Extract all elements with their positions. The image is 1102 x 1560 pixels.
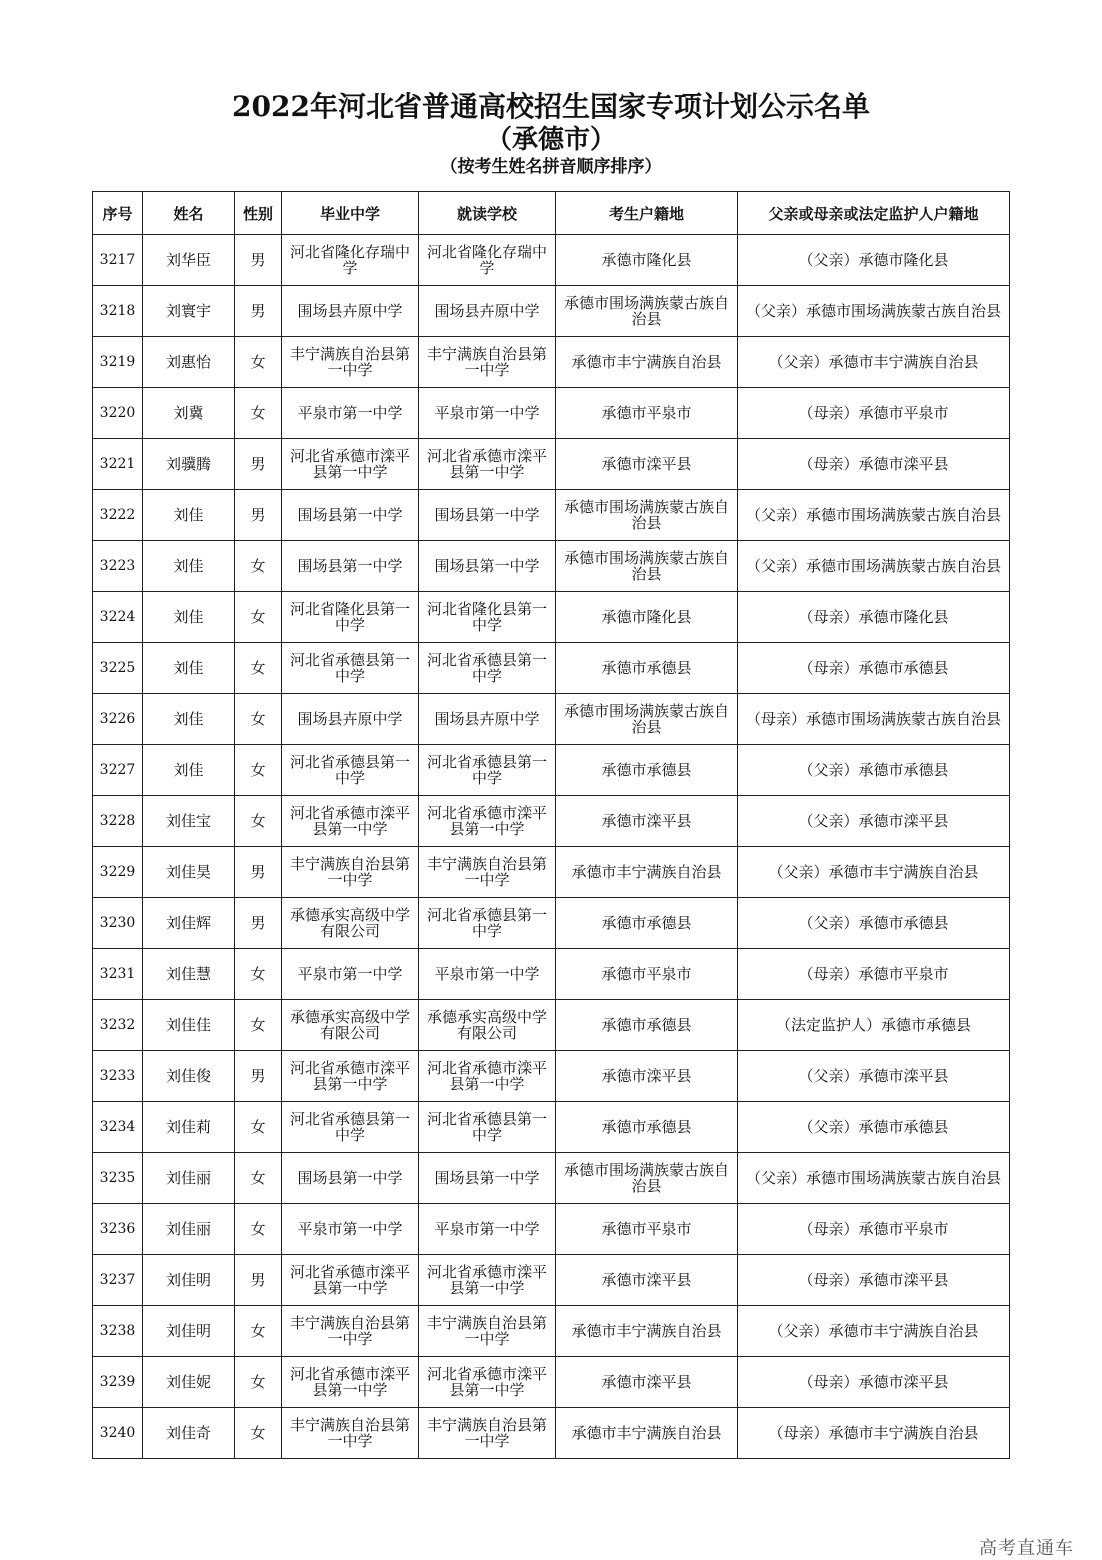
cell-graduated-school: 围场县第一中学 xyxy=(282,1153,419,1204)
cell-guardian-registration: （父亲）承德市丰宁满族自治县 xyxy=(738,1306,1010,1357)
table-row xyxy=(93,1204,1010,1255)
cell-graduated-school: 围场县卉原中学 xyxy=(282,694,419,745)
table-row xyxy=(93,592,1010,643)
cell-seq: 3231 xyxy=(93,949,143,1000)
cell-guardian-registration: （父亲）承德市围场满族蒙古族自治县 xyxy=(738,1153,1010,1204)
cell-household-registration: 承德市隆化县 xyxy=(556,235,738,286)
cell-gender: 男 xyxy=(235,235,282,286)
cell-graduated-school: 平泉市第一中学 xyxy=(282,1204,419,1255)
cell-current-school: 河北省承德县第一中学 xyxy=(419,643,556,694)
cell-household-registration: 承德市围场满族蒙古族自治县 xyxy=(556,1153,738,1204)
cell-graduated-school: 河北省承德市滦平县第一中学 xyxy=(282,1357,419,1408)
cell-guardian-registration: （父亲）承德市承德县 xyxy=(738,898,1010,949)
table-row xyxy=(93,1102,1010,1153)
cell-seq: 3217 xyxy=(93,235,143,286)
cell-current-school: 承德承实高级中学有限公司 xyxy=(419,1000,556,1051)
cell-household-registration: 承德市滦平县 xyxy=(556,1051,738,1102)
cell-gender: 女 xyxy=(235,388,282,439)
cell-gender: 男 xyxy=(235,439,282,490)
table-row xyxy=(93,541,1010,592)
cell-current-school: 丰宁满族自治县第一中学 xyxy=(419,1408,556,1459)
cell-seq: 3220 xyxy=(93,388,143,439)
cell-graduated-school: 承德承实高级中学有限公司 xyxy=(282,898,419,949)
cell-current-school: 河北省承德市滦平县第一中学 xyxy=(419,439,556,490)
cell-name: 刘佳 xyxy=(143,643,235,694)
cell-gender: 女 xyxy=(235,1306,282,1357)
cell-name: 刘惠怡 xyxy=(143,337,235,388)
cell-gender: 男 xyxy=(235,847,282,898)
cell-graduated-school: 丰宁满族自治县第一中学 xyxy=(282,337,419,388)
cell-guardian-registration: （父亲）承德市围场满族蒙古族自治县 xyxy=(738,286,1010,337)
cell-seq: 3219 xyxy=(93,337,143,388)
cell-household-registration: 承德市承德县 xyxy=(556,898,738,949)
cell-guardian-registration: （母亲）承德市隆化县 xyxy=(738,592,1010,643)
cell-graduated-school: 平泉市第一中学 xyxy=(282,949,419,1000)
cell-graduated-school: 河北省承德市滦平县第一中学 xyxy=(282,1255,419,1306)
cell-name: 刘佳丽 xyxy=(143,1153,235,1204)
cell-name: 刘佳莉 xyxy=(143,1102,235,1153)
cell-graduated-school: 丰宁满族自治县第一中学 xyxy=(282,1306,419,1357)
table-row xyxy=(93,1051,1010,1102)
cell-name: 刘佳佳 xyxy=(143,1000,235,1051)
table-row xyxy=(93,286,1010,337)
page-subtitle: （承德市） xyxy=(485,125,616,155)
cell-graduated-school: 丰宁满族自治县第一中学 xyxy=(282,1408,419,1459)
cell-current-school: 围场县卉原中学 xyxy=(419,286,556,337)
table-row xyxy=(93,337,1010,388)
cell-seq: 3228 xyxy=(93,796,143,847)
cell-current-school: 河北省承德市滦平县第一中学 xyxy=(419,1357,556,1408)
header-current-school: 就读学校 xyxy=(419,192,556,235)
cell-household-registration: 承德市平泉市 xyxy=(556,388,738,439)
table-row xyxy=(93,1255,1010,1306)
cell-name: 刘佳明 xyxy=(143,1306,235,1357)
cell-household-registration: 承德市滦平县 xyxy=(556,1357,738,1408)
cell-gender: 女 xyxy=(235,337,282,388)
cell-seq: 3221 xyxy=(93,439,143,490)
cell-seq: 3222 xyxy=(93,490,143,541)
cell-gender: 女 xyxy=(235,796,282,847)
cell-seq: 3233 xyxy=(93,1051,143,1102)
sort-note: （按考生姓名拼音顺序排序） xyxy=(440,157,662,177)
cell-guardian-registration: （母亲）承德市丰宁满族自治县 xyxy=(738,1408,1010,1459)
cell-seq: 3223 xyxy=(93,541,143,592)
cell-current-school: 围场县第一中学 xyxy=(419,490,556,541)
cell-household-registration: 承德市滦平县 xyxy=(556,439,738,490)
cell-guardian-registration: （父亲）承德市丰宁满族自治县 xyxy=(738,847,1010,898)
candidate-table xyxy=(92,191,1010,1459)
table-row xyxy=(93,1153,1010,1204)
cell-seq: 3230 xyxy=(93,898,143,949)
cell-current-school: 河北省承德市滦平县第一中学 xyxy=(419,796,556,847)
table-row xyxy=(93,1000,1010,1051)
cell-guardian-registration: （母亲）承德市滦平县 xyxy=(738,439,1010,490)
cell-graduated-school: 河北省承德市滦平县第一中学 xyxy=(282,439,419,490)
header-gender: 性别 xyxy=(235,192,282,235)
cell-current-school: 河北省隆化存瑞中学 xyxy=(419,235,556,286)
cell-graduated-school: 河北省承德县第一中学 xyxy=(282,745,419,796)
page-title: 2022年河北省普通高校招生国家专项计划公示名单 xyxy=(232,90,870,123)
cell-guardian-registration: （母亲）承德市围场满族蒙古族自治县 xyxy=(738,694,1010,745)
cell-name: 刘佳宝 xyxy=(143,796,235,847)
cell-gender: 女 xyxy=(235,592,282,643)
table-row xyxy=(93,847,1010,898)
cell-gender: 女 xyxy=(235,643,282,694)
cell-gender: 女 xyxy=(235,1204,282,1255)
cell-household-registration: 承德市平泉市 xyxy=(556,1204,738,1255)
cell-gender: 女 xyxy=(235,694,282,745)
cell-gender: 男 xyxy=(235,286,282,337)
cell-gender: 女 xyxy=(235,745,282,796)
cell-name: 刘骥腾 xyxy=(143,439,235,490)
cell-seq: 3237 xyxy=(93,1255,143,1306)
table-row xyxy=(93,1408,1010,1459)
cell-name: 刘佳 xyxy=(143,694,235,745)
cell-seq: 3234 xyxy=(93,1102,143,1153)
table-row xyxy=(93,388,1010,439)
cell-seq: 3240 xyxy=(93,1408,143,1459)
cell-household-registration: 承德市丰宁满族自治县 xyxy=(556,847,738,898)
cell-gender: 女 xyxy=(235,541,282,592)
cell-household-registration: 承德市承德县 xyxy=(556,1000,738,1051)
cell-gender: 男 xyxy=(235,1051,282,1102)
header-guardian-registration: 父亲或母亲或法定监护人户籍地 xyxy=(738,192,1010,235)
cell-current-school: 丰宁满族自治县第一中学 xyxy=(419,847,556,898)
table-row xyxy=(93,235,1010,286)
table-row xyxy=(93,898,1010,949)
cell-guardian-registration: （父亲）承德市隆化县 xyxy=(738,235,1010,286)
cell-guardian-registration: （母亲）承德市平泉市 xyxy=(738,388,1010,439)
cell-current-school: 丰宁满族自治县第一中学 xyxy=(419,1306,556,1357)
cell-name: 刘佳俊 xyxy=(143,1051,235,1102)
cell-household-registration: 承德市丰宁满族自治县 xyxy=(556,1408,738,1459)
cell-gender: 女 xyxy=(235,1357,282,1408)
cell-name: 刘佳 xyxy=(143,541,235,592)
cell-guardian-registration: （父亲）承德市丰宁满族自治县 xyxy=(738,337,1010,388)
cell-guardian-registration: （母亲）承德市承德县 xyxy=(738,643,1010,694)
cell-seq: 3227 xyxy=(93,745,143,796)
cell-current-school: 河北省承德县第一中学 xyxy=(419,745,556,796)
cell-guardian-registration: （父亲）承德市围场满族蒙古族自治县 xyxy=(738,541,1010,592)
cell-graduated-school: 丰宁满族自治县第一中学 xyxy=(282,847,419,898)
table-row xyxy=(93,490,1010,541)
cell-name: 刘佳 xyxy=(143,592,235,643)
cell-name: 刘佳明 xyxy=(143,1255,235,1306)
table-row xyxy=(93,694,1010,745)
cell-guardian-registration: （父亲）承德市滦平县 xyxy=(738,796,1010,847)
cell-household-registration: 承德市承德县 xyxy=(556,643,738,694)
cell-seq: 3226 xyxy=(93,694,143,745)
cell-name: 刘佳昊 xyxy=(143,847,235,898)
cell-gender: 男 xyxy=(235,1255,282,1306)
header-household-registration: 考生户籍地 xyxy=(556,192,738,235)
cell-name: 刘佳奇 xyxy=(143,1408,235,1459)
cell-gender: 女 xyxy=(235,1000,282,1051)
cell-household-registration: 承德市丰宁满族自治县 xyxy=(556,337,738,388)
cell-name: 刘冀 xyxy=(143,388,235,439)
cell-graduated-school: 围场县第一中学 xyxy=(282,490,419,541)
cell-guardian-registration: （父亲）承德市围场满族蒙古族自治县 xyxy=(738,490,1010,541)
cell-household-registration: 承德市滦平县 xyxy=(556,1255,738,1306)
cell-household-registration: 承德市围场满族蒙古族自治县 xyxy=(556,286,738,337)
cell-name: 刘佳辉 xyxy=(143,898,235,949)
cell-current-school: 河北省承德县第一中学 xyxy=(419,1102,556,1153)
cell-guardian-registration: （法定监护人）承德市承德县 xyxy=(738,1000,1010,1051)
cell-current-school: 丰宁满族自治县第一中学 xyxy=(419,337,556,388)
cell-gender: 男 xyxy=(235,490,282,541)
cell-gender: 女 xyxy=(235,949,282,1000)
cell-current-school: 围场县卉原中学 xyxy=(419,694,556,745)
cell-seq: 3239 xyxy=(93,1357,143,1408)
cell-guardian-registration: （母亲）承德市平泉市 xyxy=(738,949,1010,1000)
cell-name: 刘佳 xyxy=(143,745,235,796)
cell-gender: 女 xyxy=(235,1153,282,1204)
cell-graduated-school: 河北省隆化县第一中学 xyxy=(282,592,419,643)
cell-graduated-school: 河北省承德县第一中学 xyxy=(282,1102,419,1153)
cell-household-registration: 承德市承德县 xyxy=(556,745,738,796)
cell-seq: 3235 xyxy=(93,1153,143,1204)
cell-name: 刘佳丽 xyxy=(143,1204,235,1255)
cell-guardian-registration: （母亲）承德市滦平县 xyxy=(738,1255,1010,1306)
header-graduated-school: 毕业中学 xyxy=(282,192,419,235)
cell-household-registration: 承德市围场满族蒙古族自治县 xyxy=(556,541,738,592)
table-row xyxy=(93,1357,1010,1408)
cell-graduated-school: 河北省承德市滦平县第一中学 xyxy=(282,796,419,847)
table-row xyxy=(93,796,1010,847)
header-name: 姓名 xyxy=(143,192,235,235)
cell-seq: 3225 xyxy=(93,643,143,694)
table-row xyxy=(93,1306,1010,1357)
cell-household-registration: 承德市围场满族蒙古族自治县 xyxy=(556,694,738,745)
cell-household-registration: 承德市平泉市 xyxy=(556,949,738,1000)
watermark-text: 高考直通车 xyxy=(979,1538,1074,1559)
cell-gender: 女 xyxy=(235,1408,282,1459)
cell-seq: 3224 xyxy=(93,592,143,643)
cell-guardian-registration: （父亲）承德市承德县 xyxy=(738,1102,1010,1153)
cell-seq: 3229 xyxy=(93,847,143,898)
cell-household-registration: 承德市丰宁满族自治县 xyxy=(556,1306,738,1357)
cell-current-school: 平泉市第一中学 xyxy=(419,949,556,1000)
cell-household-registration: 承德市滦平县 xyxy=(556,796,738,847)
cell-name: 刘寰宇 xyxy=(143,286,235,337)
cell-current-school: 河北省承德县第一中学 xyxy=(419,898,556,949)
table-row xyxy=(93,643,1010,694)
cell-seq: 3218 xyxy=(93,286,143,337)
cell-name: 刘华臣 xyxy=(143,235,235,286)
cell-current-school: 河北省隆化县第一中学 xyxy=(419,592,556,643)
cell-current-school: 围场县第一中学 xyxy=(419,541,556,592)
cell-current-school: 河北省承德市滦平县第一中学 xyxy=(419,1255,556,1306)
cell-name: 刘佳妮 xyxy=(143,1357,235,1408)
cell-graduated-school: 河北省承德县第一中学 xyxy=(282,643,419,694)
cell-household-registration: 承德市隆化县 xyxy=(556,592,738,643)
cell-graduated-school: 围场县第一中学 xyxy=(282,541,419,592)
cell-guardian-registration: （母亲）承德市平泉市 xyxy=(738,1204,1010,1255)
cell-seq: 3232 xyxy=(93,1000,143,1051)
cell-household-registration: 承德市承德县 xyxy=(556,1102,738,1153)
cell-gender: 女 xyxy=(235,1102,282,1153)
cell-graduated-school: 河北省隆化存瑞中学 xyxy=(282,235,419,286)
cell-graduated-school: 河北省承德市滦平县第一中学 xyxy=(282,1051,419,1102)
table-header-row xyxy=(93,192,1010,235)
cell-name: 刘佳 xyxy=(143,490,235,541)
cell-gender: 男 xyxy=(235,898,282,949)
header-seq: 序号 xyxy=(93,192,143,235)
table-row xyxy=(93,439,1010,490)
table-body xyxy=(93,235,1010,1459)
cell-graduated-school: 平泉市第一中学 xyxy=(282,388,419,439)
cell-graduated-school: 承德承实高级中学有限公司 xyxy=(282,1000,419,1051)
cell-seq: 3236 xyxy=(93,1204,143,1255)
cell-guardian-registration: （母亲）承德市滦平县 xyxy=(738,1357,1010,1408)
table-row xyxy=(93,949,1010,1000)
cell-guardian-registration: （父亲）承德市承德县 xyxy=(738,745,1010,796)
cell-household-registration: 承德市围场满族蒙古族自治县 xyxy=(556,490,738,541)
cell-guardian-registration: （父亲）承德市滦平县 xyxy=(738,1051,1010,1102)
cell-current-school: 平泉市第一中学 xyxy=(419,388,556,439)
cell-current-school: 平泉市第一中学 xyxy=(419,1204,556,1255)
cell-current-school: 河北省承德市滦平县第一中学 xyxy=(419,1051,556,1102)
cell-current-school: 围场县第一中学 xyxy=(419,1153,556,1204)
cell-name: 刘佳慧 xyxy=(143,949,235,1000)
cell-seq: 3238 xyxy=(93,1306,143,1357)
table-row xyxy=(93,745,1010,796)
cell-graduated-school: 围场县卉原中学 xyxy=(282,286,419,337)
